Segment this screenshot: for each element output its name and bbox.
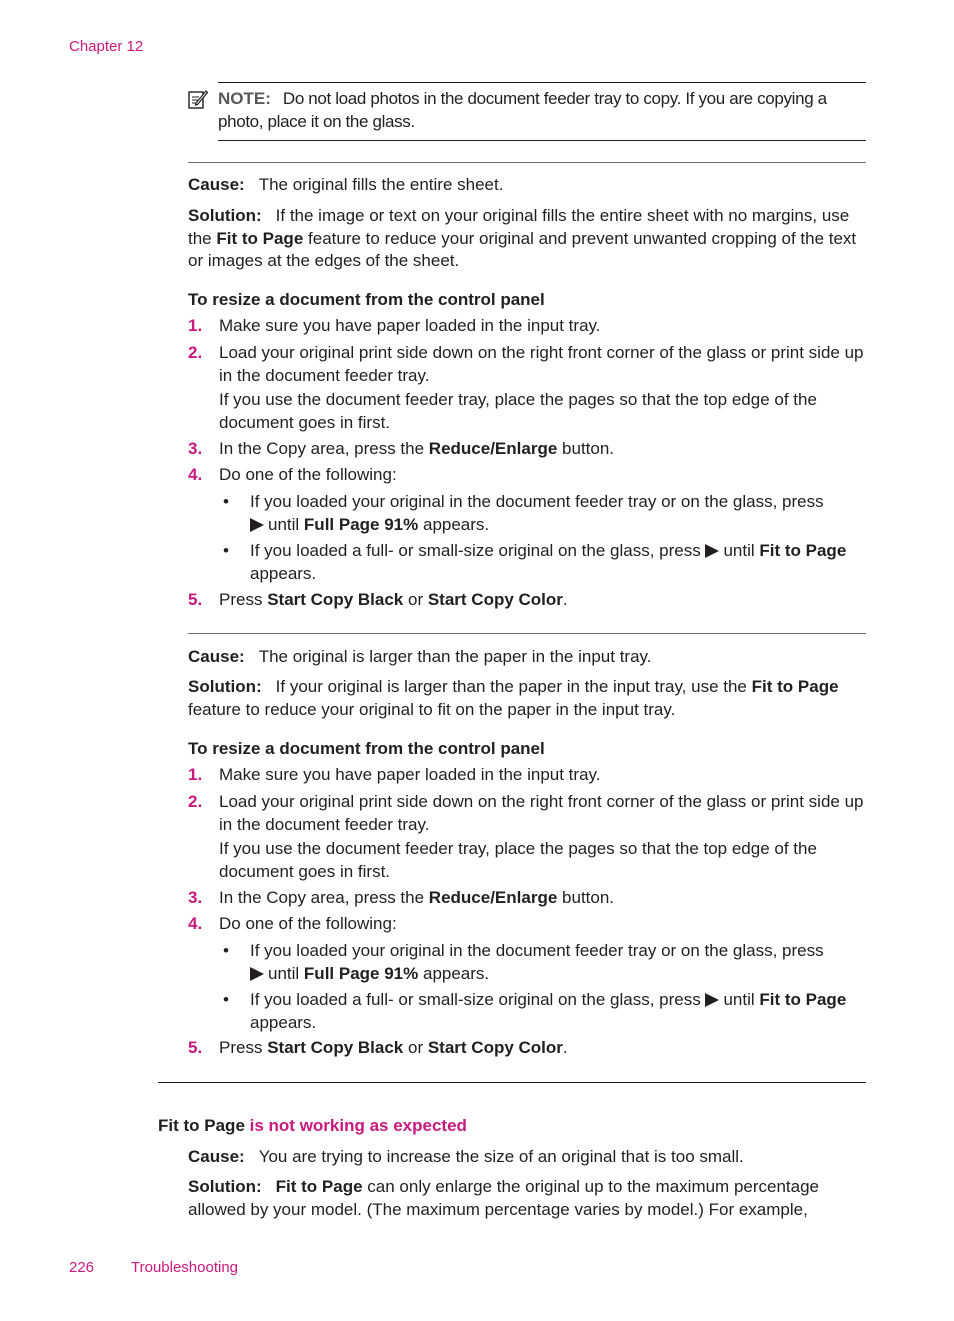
cause-label: Cause: bbox=[188, 647, 245, 666]
solution-text-pre: If your original is larger than the paper in the input tray, use the bbox=[275, 677, 747, 696]
note-text bbox=[218, 88, 868, 133]
step-text: Do one of the following: bbox=[219, 465, 397, 484]
step-number: 2. bbox=[188, 792, 203, 811]
start-copy-color-term: Start Copy Color bbox=[427, 590, 563, 609]
bullet-text-pre: If you loaded your original in the document feeder tray or on the glass, press bbox=[250, 941, 824, 960]
step-text-post: button. bbox=[562, 439, 615, 458]
solution-paragraph bbox=[188, 1176, 868, 1221]
bullet: • bbox=[223, 941, 229, 960]
topic-divider bbox=[158, 1082, 866, 1083]
fit-to-page-term: Fit to Page bbox=[216, 228, 304, 248]
fit-to-page-term: Fit to Page bbox=[759, 541, 847, 560]
topic-heading bbox=[158, 1115, 467, 1138]
bullet: • bbox=[223, 492, 229, 511]
bullet-text-mid: until bbox=[268, 963, 300, 983]
cause-label: Cause: bbox=[188, 1147, 245, 1166]
step-text bbox=[219, 589, 869, 612]
step-text-post: . bbox=[562, 590, 568, 609]
solution-text-pre: If the image or text on your original fills the entire sheet with no margins, use the bbox=[188, 206, 850, 248]
step-text-post: button. bbox=[562, 888, 615, 907]
topic-heading-text: is not working as expected bbox=[249, 1116, 467, 1135]
step-text: Make sure you have paper loaded in the input tray. bbox=[219, 316, 601, 335]
solution-paragraph bbox=[188, 676, 868, 721]
topic-heading-term: Fit to Page bbox=[158, 1116, 245, 1135]
bullet-text-pre: If you loaded your original in the document feeder tray or on the glass, press bbox=[250, 492, 824, 511]
bullet-text bbox=[250, 989, 870, 1034]
step-text: Do one of the following: bbox=[219, 914, 397, 933]
step-text bbox=[219, 887, 869, 910]
bullet-text bbox=[250, 491, 870, 536]
start-copy-black-term: Start Copy Black bbox=[267, 1038, 404, 1057]
right-arrow-icon bbox=[705, 544, 719, 558]
bullet-text bbox=[250, 940, 870, 985]
note-bottom-rule bbox=[218, 140, 866, 141]
step-text-pre: Press bbox=[219, 1038, 263, 1057]
full-page-term: Full Page 91% bbox=[303, 963, 419, 983]
step-number: 2. bbox=[188, 343, 203, 362]
solution-label: Solution: bbox=[188, 206, 262, 225]
fit-to-page-term: Fit to Page bbox=[275, 1177, 363, 1196]
step-note: If you use the document feeder tray, place the pages so that the top edge of the document goes in first. bbox=[219, 390, 817, 432]
procedure-title: To resize a document from the control panel bbox=[188, 290, 545, 309]
solution-label: Solution: bbox=[188, 1177, 262, 1196]
cause-text: The original fills the entire sheet. bbox=[258, 175, 504, 194]
fit-to-page-term: Fit to Page bbox=[759, 990, 847, 1009]
solution-paragraph bbox=[188, 205, 868, 273]
section-divider bbox=[188, 633, 866, 634]
right-arrow-icon bbox=[250, 967, 264, 981]
step-text-or: or bbox=[407, 1038, 424, 1057]
step-note: If you use the document feeder tray, place the pages so that the top edge of the document goes in first. bbox=[219, 839, 817, 881]
step-text-pre: In the Copy area, press the bbox=[219, 888, 425, 907]
bullet-text-mid: until bbox=[723, 990, 755, 1009]
cause-line bbox=[188, 174, 868, 197]
bullet-text-post: appears. bbox=[250, 1012, 317, 1032]
cause-text: The original is larger than the paper in the input tray. bbox=[258, 647, 652, 666]
cause-text: You are trying to increase the size of an original that is too small. bbox=[258, 1147, 744, 1166]
start-copy-black-term: Start Copy Black bbox=[267, 590, 404, 609]
bullet-text-mid: until bbox=[723, 541, 755, 560]
step-number: 4. bbox=[188, 914, 203, 933]
right-arrow-icon bbox=[705, 993, 719, 1007]
step-number: 1. bbox=[188, 765, 203, 784]
bullet-text-pre: If you loaded a full- or small-size original on the glass, press bbox=[250, 990, 701, 1009]
step-text-post: . bbox=[562, 1038, 568, 1057]
step-number: 3. bbox=[188, 888, 203, 907]
reduce-enlarge-term: Reduce/Enlarge bbox=[428, 888, 558, 907]
bullet-text-pre: If you loaded a full- or small-size original on the glass, press bbox=[250, 541, 701, 560]
cause-line bbox=[188, 1146, 868, 1169]
cause-line bbox=[188, 646, 868, 669]
fit-to-page-term: Fit to Page bbox=[751, 677, 839, 696]
note-icon bbox=[188, 89, 208, 109]
note-label: NOTE: bbox=[218, 89, 271, 108]
bullet: • bbox=[223, 541, 229, 560]
step-text: Make sure you have paper loaded in the input tray. bbox=[219, 765, 601, 784]
step-text-pre: Press bbox=[219, 590, 263, 609]
step-text-pre: In the Copy area, press the bbox=[219, 439, 425, 458]
right-arrow-icon bbox=[250, 518, 264, 532]
step-number: 1. bbox=[188, 316, 203, 335]
bullet-text-post: appears. bbox=[422, 514, 490, 534]
step-text: Load your original print side down on the right front corner of the glass or print side up in the document feeder tray. bbox=[219, 792, 864, 834]
solution-text-post: feature to reduce your original and prevent unwanted cropping of the text or images at the edges of the sheet. bbox=[188, 228, 857, 270]
note-top-rule bbox=[218, 82, 866, 83]
full-page-term: Full Page 91% bbox=[303, 514, 419, 534]
chapter-header: Chapter 12 bbox=[69, 38, 144, 55]
solution-text-post: feature to reduce your original to fit on the paper in the input tray. bbox=[188, 699, 676, 719]
bullet: • bbox=[223, 990, 229, 1009]
bullet-text-post: appears. bbox=[422, 963, 490, 983]
cause-label: Cause: bbox=[188, 175, 245, 194]
solution-label: Solution: bbox=[188, 677, 262, 696]
reduce-enlarge-term: Reduce/Enlarge bbox=[428, 439, 558, 458]
footer-section: Troubleshooting bbox=[131, 1259, 239, 1276]
step-text bbox=[219, 438, 869, 461]
note-body: Do not load photos in the document feeder tray to copy. If you are copying a photo, place it on the glass. bbox=[218, 89, 827, 131]
bullet-text-post: appears. bbox=[250, 563, 317, 583]
step-number: 5. bbox=[188, 1038, 203, 1057]
step-number: 5. bbox=[188, 590, 203, 609]
step-text bbox=[219, 1037, 869, 1060]
step-number: 4. bbox=[188, 465, 203, 484]
step-number: 3. bbox=[188, 439, 203, 458]
page-number: 226 bbox=[69, 1259, 95, 1276]
procedure-title: To resize a document from the control panel bbox=[188, 739, 545, 758]
step-text-or: or bbox=[407, 590, 424, 609]
solution-text: can only enlarge the original up to the maximum percentage allowed by your model. (The maximum percentage varies by model.) For example, bbox=[188, 1177, 820, 1219]
bullet-text-mid: until bbox=[268, 514, 300, 534]
start-copy-color-term: Start Copy Color bbox=[427, 1038, 563, 1057]
bullet-text bbox=[250, 540, 870, 585]
step-text: Load your original print side down on the right front corner of the glass or print side up in the document feeder tray. bbox=[219, 343, 864, 385]
section-divider bbox=[188, 162, 866, 163]
